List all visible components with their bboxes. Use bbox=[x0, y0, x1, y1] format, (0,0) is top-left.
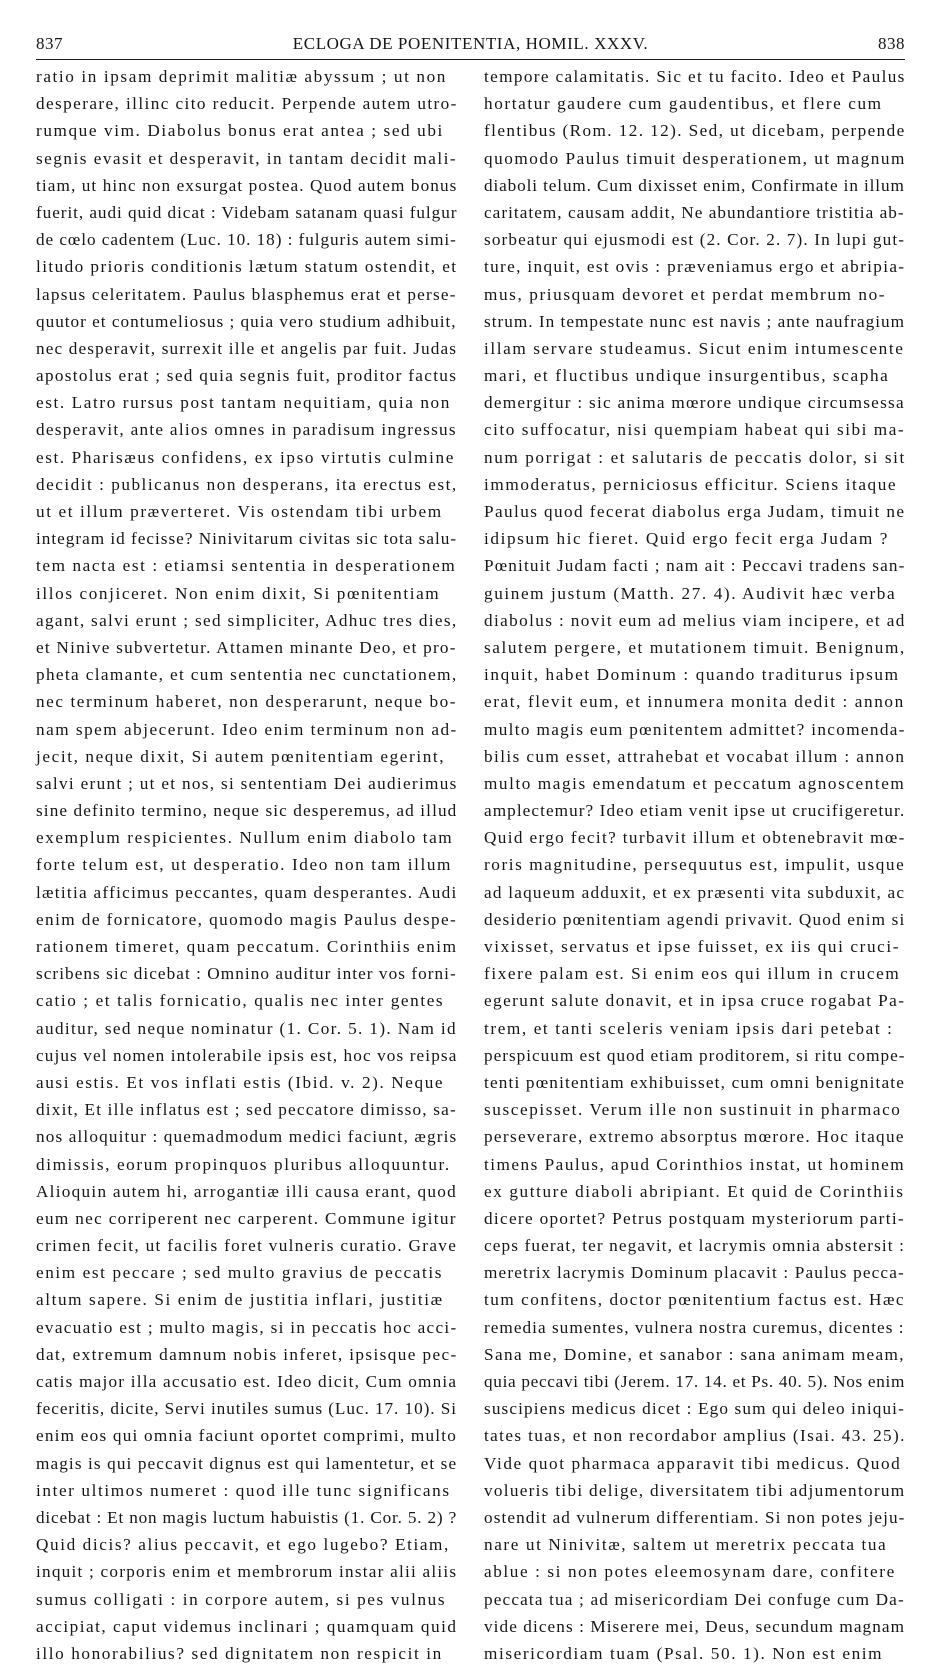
text-line: illo honorabilius? sed dignitatem non respicit in bbox=[36, 1643, 443, 1663]
text-line: enim eos qui omnia faciunt oportet comprimi, multo bbox=[36, 1426, 458, 1446]
text-line: trem, et tanti sceleris veniam ipsis dari petebat : bbox=[484, 1018, 894, 1038]
text-line: sine definito termino, neque sic desperemus, ad illud bbox=[36, 801, 458, 821]
text-line: est. Pharisæus confidens, ex ipso virtutis culmine bbox=[36, 447, 455, 467]
text-line: hortatur gaudere cum gaudentibus, et flere cum bbox=[484, 94, 883, 114]
text-line: auditur, sed neque nominatur (1. Cor. 5. 1). Nam id bbox=[36, 1018, 457, 1038]
header-rule bbox=[36, 59, 905, 60]
text-line: fuerit, audi quid dicat : Videbam satanam quasi fulgur bbox=[36, 202, 458, 222]
text-line: quomodo Paulus timuit desperationem, ut magnum bbox=[484, 148, 906, 168]
text-line: catio ; et talis fornicatio, qualis nec inter gentes bbox=[36, 991, 445, 1011]
text-line: tenti pœnitentiam exhibuisset, cum omni benignitate bbox=[484, 1072, 906, 1092]
text-line: inquit, habet Dominum : quando traditurus ipsum bbox=[484, 665, 900, 685]
text-line: scribens sic dicebat : Omnino auditur inter vos forni- bbox=[36, 964, 457, 984]
running-header bbox=[36, 34, 905, 58]
text-line: tiam, ut hinc non exsurgat postea. Quod autem bonus bbox=[36, 175, 458, 195]
text-line: quia peccavi tibi (Jerem. 17. 14. et Ps. 40. 5). Nos enim bbox=[484, 1372, 906, 1391]
text-line: desiderio pœnitentiam agendi privavit. Quod enim si bbox=[484, 909, 906, 929]
text-line: ostendit ad vulnerum differentiam. Si non potes jeju- bbox=[484, 1507, 906, 1527]
text-line: pheta clamante, et cum sententia nec cunctationem, bbox=[36, 665, 458, 685]
left-column bbox=[36, 63, 456, 1667]
text-line: quutor et contumeliosus ; quia vero studium adhibuit, bbox=[36, 311, 457, 331]
text-line: dimissis, eorum propinquos pluribus alloquuntur. bbox=[36, 1154, 451, 1174]
text-line: roris magnitudine, persequutus est, impulit, usque bbox=[484, 855, 906, 875]
text-line: nare ut Ninivitæ, saltem ut meretrix peccata tua bbox=[484, 1535, 888, 1555]
text-line: altum sapere. Si enim de justitia inflari, justitiæ bbox=[36, 1290, 444, 1310]
text-line: ratio in ipsam deprimit malitiæ abyssum ; ut non bbox=[36, 67, 447, 86]
right-column bbox=[484, 63, 904, 1667]
text-line: Vide quot pharmaca apparavit tibi medicus. Quod bbox=[484, 1453, 902, 1473]
text-line: decidit : publicanus non desperans, ita erectus est, bbox=[36, 474, 458, 494]
text-line: dat, extremum damnum nobis inferet, ipsisque pec- bbox=[36, 1344, 458, 1364]
text-line: forte telum est, ut desperatio. Ideo non tam illum bbox=[36, 855, 453, 875]
text-line: diaboli telum. Cum dixisset enim, Confirmate in illum bbox=[484, 175, 905, 195]
text-line: est. Latro rursus post tantam nequitiam, quia non bbox=[36, 393, 451, 413]
text-line: ausi estis. Et vos inflati estis (Ibid. v. 2). Neque bbox=[36, 1072, 445, 1092]
text-line: remedia sumentes, vulnera nostra curemus, dicentes : bbox=[484, 1317, 905, 1337]
text-line: ture, inquit, est ovis : præveniamus ergo et abripia- bbox=[484, 257, 906, 277]
text-line: diabolus : novit eum ad melius viam incipere, et ad bbox=[484, 610, 906, 630]
text-line: erat, flevit eum, et innumera monita dedit : annon bbox=[484, 692, 905, 712]
text-line: cujus vel nomen intolerabile ipsis est, hoc vos reipsa bbox=[36, 1045, 458, 1065]
text-line: de cœlo cadentem (Luc. 10. 18) : fulguris autem simi- bbox=[36, 230, 457, 250]
text-line: feceritis, dicite, Servi inutiles sumus (Luc. 17. 10). Si bbox=[36, 1399, 458, 1419]
text-line: tum confitens, doctor pœnitentium factus est. Hæc bbox=[484, 1290, 906, 1310]
text-line: Alioquin autem hi, arrogantiæ illi causa erant, quod bbox=[36, 1181, 457, 1201]
text-line: inter ultimos numeret : quod ille tunc significans bbox=[36, 1480, 451, 1500]
text-line: litudo prioris conditionis lætum statum ostendit, et bbox=[36, 257, 458, 277]
text-line: perspicuum est quod etiam proditorem, si ritu compe- bbox=[484, 1045, 906, 1065]
text-line: magis is qui peccavit dignus est qui lamentetur, et se bbox=[36, 1453, 458, 1473]
text-line: demergitur : sic anima mœrore undique circumsessa bbox=[484, 393, 905, 413]
text-line: ceps fuerat, ter negavit, et lacrymis omnia abstersit : bbox=[484, 1236, 906, 1256]
text-line: crimen fecit, ut facilis foret vulneris curatio. Grave bbox=[36, 1236, 458, 1256]
text-line: tem nacta est : etiamsi sententia in desperationem bbox=[36, 556, 457, 576]
text-line: strum. In tempestate nunc est navis ; ante naufragium bbox=[484, 311, 906, 331]
text-line: immoderatus, perniciosus efficitur. Sciens itaque bbox=[484, 474, 898, 494]
text-line: sumus colligati : in corpore autem, si pes vulnus bbox=[36, 1589, 447, 1609]
text-line: eum nec corriperent nec carperent. Commune igitur bbox=[36, 1208, 457, 1228]
text-line: timens Paulus, apud Corinthios instat, ut hominem bbox=[484, 1154, 906, 1174]
text-line: nam spem abjecerunt. Ideo enim terminum non ad- bbox=[36, 719, 458, 739]
text-line: integram id fecisse? Ninivitarum civitas sic tota salu- bbox=[36, 529, 458, 549]
text-line: amplectemur? Ideo etiam venit ipse ut crucifigeretur. bbox=[484, 801, 906, 821]
text-line: nec desperavit, surrexit ille et angelis par fuit. Judas bbox=[36, 338, 458, 358]
text-line: lætitia afficimus peccantes, quam desperantes. Audi bbox=[36, 882, 458, 902]
text-line: dicebat : Et non magis luctum habuistis (1. Cor. 5. 2) ? bbox=[36, 1507, 458, 1527]
text-line: accipiat, caput videmus inclinari ; quamquam quid bbox=[36, 1616, 458, 1636]
text-line: tates tuas, et non recordabor amplius (Isai. 43. 25). bbox=[484, 1426, 906, 1446]
text-line: dixit, Et ille inflatus est ; sed peccatore dimisso, sa- bbox=[36, 1100, 457, 1120]
text-line: peccata tua ; ad misericordiam Dei confuge cum Da- bbox=[484, 1589, 905, 1609]
text-line: multo magis emendatum et peccatum agnoscentem bbox=[484, 773, 906, 793]
text-line: agant, salvi erunt ; sed simpliciter, Adhuc tres dies, bbox=[36, 610, 458, 630]
text-line: dicere oportet? Petrus postquam mysteriorum parti- bbox=[484, 1208, 905, 1228]
header-title: ECLOGA DE POENITENTIA, HOMIL. XXXV. bbox=[292, 34, 649, 53]
text-line: fixere palam est. Si enim eos qui illum in crucem bbox=[484, 964, 901, 984]
text-line: enim de fornicatore, quomodo magis Paulus despe- bbox=[36, 909, 458, 929]
right-page-number: 838 bbox=[878, 34, 905, 53]
text-line: Paulus quod fecerat diabolus erga Judam, timuit ne bbox=[484, 502, 906, 521]
text-line: bilis cum esset, attrahebat et vocabat illum : annon bbox=[484, 746, 906, 766]
text-line: illos conjiceret. Non enim dixit, Si pœnitentiam bbox=[36, 583, 441, 603]
text-line: salutem pergere, et mutationem timuit. Benignum, bbox=[484, 637, 906, 657]
text-line: caritatem, causam addit, Ne abundantiore tristitia ab- bbox=[484, 202, 905, 222]
text-line: Pœnituit Judam facti ; nam ait : Peccavi tradens san- bbox=[484, 556, 906, 576]
text-line: apostolus erat ; sed quia segnis fuit, proditor factus bbox=[36, 366, 458, 386]
text-line: rumque vim. Diabolus bonus erat antea ; sed ubi bbox=[36, 121, 444, 141]
text-line: evacuatio est ; multo magis, si in peccatis hoc acci- bbox=[36, 1317, 458, 1337]
text-line: rationem timeret, quam peccatum. Corinthiis enim bbox=[36, 937, 458, 956]
text-line: desperare, illinc cito reducit. Perpende autem utro- bbox=[36, 94, 458, 114]
text-line: cito suffocatur, nisi quempiam habeat qui sibi ma- bbox=[484, 420, 906, 440]
text-line: lapsus celeritatem. Paulus blasphemus erat et perse- bbox=[36, 284, 457, 304]
text-line: egerunt salute donavit, et in ipsa cruce rogabat Pa- bbox=[484, 991, 906, 1011]
text-line: flentibus (Rom. 12. 12). Sed, ut dicebam, perpende bbox=[484, 121, 906, 141]
text-line: mari, et fluctibus undique insurgentibus, scapha bbox=[484, 366, 890, 386]
text-line: misericordiam tuam (Psal. 50. 1). Non est enim bbox=[484, 1643, 884, 1663]
text-line: nec terminum haberet, non desperarunt, neque bo- bbox=[36, 692, 458, 712]
text-line: salvi erunt ; ut et nos, si sententiam Dei audierimus bbox=[36, 773, 458, 793]
text-line: ut et illum præverteret. Vis ostendam tibi urbem bbox=[36, 502, 443, 521]
text-line: enim est peccare ; sed multo gravius de peccatis bbox=[36, 1263, 444, 1283]
text-line: sorbeatur qui ejusmodi est (2. Cor. 2. 7). In lupi gut- bbox=[484, 230, 906, 250]
text-line: Quid ergo fecit? turbavit illum et obtenebravit mœ- bbox=[484, 828, 906, 848]
text-line: ex gutture diaboli abripiant. Et quid de Corinthiis bbox=[484, 1181, 905, 1201]
text-line: illam servare studeamus. Sicut enim intumescente bbox=[484, 338, 905, 358]
left-page-number: 837 bbox=[36, 34, 63, 53]
text-line: meretrix lacrymis Dominum placavit : Paulus pecca- bbox=[484, 1263, 905, 1283]
text-line: tempore calamitatis. Sic et tu facito. Ideo et Paulus bbox=[484, 67, 906, 86]
text-line: suscipiens medicus dicet : Ego sum qui deleo iniqui- bbox=[484, 1399, 905, 1419]
text-line: desperavit, ante alios omnes in paradisum ingressus bbox=[36, 420, 457, 440]
text-line: num porrigat : et salutaris de peccatis dolor, si sit bbox=[484, 447, 906, 467]
text-line: inquit ; corporis enim et membrorum instar alii aliis bbox=[36, 1562, 458, 1582]
text-line: et Ninive subvertetur. Attamen minante Deo, et pro- bbox=[36, 637, 457, 657]
text-line: jecit, neque dixit, Si autem pœnitentiam egerint, bbox=[36, 746, 446, 766]
text-line: ad laqueum adduxit, et ex præsenti vita subduxit, ac bbox=[484, 882, 906, 902]
text-line: volueris tibi delige, diversitatem tibi adjumentorum bbox=[484, 1480, 906, 1500]
text-line: Sana me, Domine, et sanabor : sana animam meam, bbox=[484, 1344, 905, 1364]
text-line: vixisset, servatus et ipse fuisset, ex iis qui cruci- bbox=[484, 937, 901, 956]
text-line: suscepisset. Verum ille non sustinuit in pharmaco bbox=[484, 1100, 902, 1120]
text-line: segnis evasit et desperavit, in tantam decidit mali- bbox=[36, 148, 458, 168]
text-line: exemplum respicientes. Nullum enim diabolo tam bbox=[36, 828, 454, 848]
text-line: vide dicens : Miserere mei, Deus, secundum magnam bbox=[484, 1616, 906, 1636]
text-line: idipsum hic fieret. Quid ergo fecit erga Judam ? bbox=[484, 529, 890, 549]
text-line: Quid dicis? alius peccavit, et ego lugebo? Etiam, bbox=[36, 1535, 450, 1555]
text-line: guinem justum (Matth. 27. 4). Audivit hæc verba bbox=[484, 583, 897, 603]
text-line: mus, priusquam devoret et perdat membrum no- bbox=[484, 284, 887, 304]
text-line: perseverare, extremo absorptus mœrore. Hoc itaque bbox=[484, 1127, 905, 1147]
text-line: ablue : si non potes eleemosynam dare, confitere bbox=[484, 1562, 896, 1582]
text-line: catis major illa accusatio est. Ideo dicit, Cum omnia bbox=[36, 1372, 458, 1391]
text-line: multo magis eum pœnitentem admittet? incomenda- bbox=[484, 719, 906, 739]
text-line: nos alloquitur : quemadmodum medici faciunt, ægris bbox=[36, 1127, 458, 1147]
